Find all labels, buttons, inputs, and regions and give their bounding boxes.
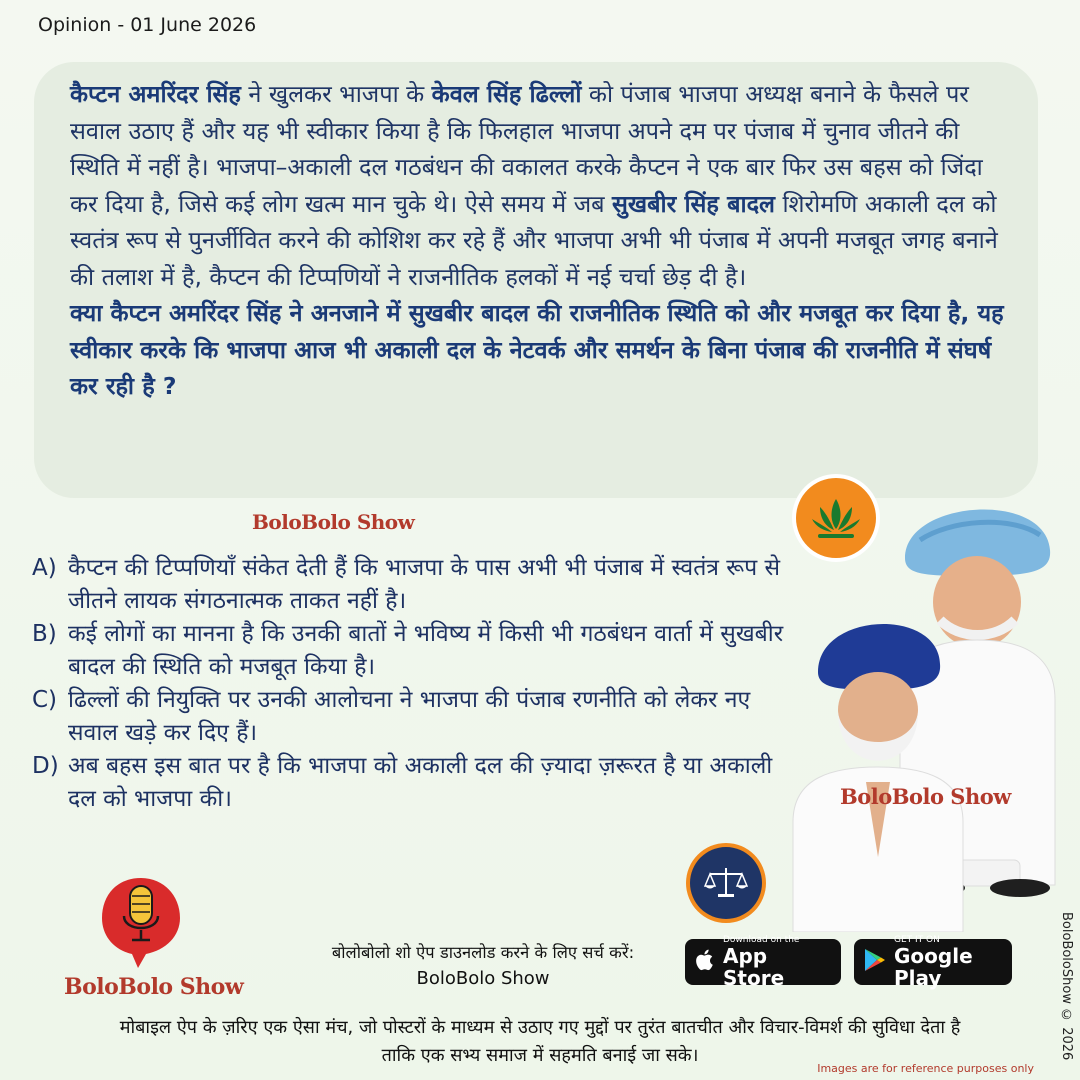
option-text: ढिल्लों की नियुक्ति पर उनकी आलोचना ने भाजपा की पंजाब रणनीति को लेकर नए सवाल खड़े कर दिए हैं।	[68, 687, 751, 746]
bjp-lotus-icon	[796, 478, 876, 558]
option-letter: B)	[32, 621, 57, 647]
google-play-button[interactable]	[854, 935, 1012, 990]
option-letter: A)	[32, 555, 57, 581]
person-name-captain: कैप्टन अमरिंदर सिंह	[70, 80, 241, 108]
option-b[interactable]	[32, 618, 792, 684]
person-name-sukhbir: सुखबीर सिंह बादल	[612, 189, 775, 218]
option-text: अब बहस इस बात पर है कि भाजपा को अकाली दल की ज़्यादा ज़रूरत है या अकाली दल को भाजपा की।	[68, 753, 773, 812]
question-text: क्या कैप्टन अमरिंदर सिंह ने अनजाने में सुखबीर बादल की राजनीतिक स्थिति को और मजबूत कर दिया है, यह स्वीकार करके कि भाजपा आज भी अकाली दल के नेटवर्क और समर्थन के बिना पंजाब की राजनीति में संघर्ष कर रही है ?	[70, 299, 1004, 400]
intro-card	[34, 62, 1038, 498]
google-play-small-label: GET IT ON	[894, 935, 940, 945]
bolobolo-logo-text: BoloBolo Show	[64, 974, 244, 1000]
opinion-date-label: Opinion - 01 June 2026	[38, 14, 257, 36]
watermark-text-overlay: BoloBolo Show	[840, 784, 1011, 809]
options-list	[32, 552, 792, 816]
download-promo-line: बोलोबोलो शो ऐप डाउनलोड करने के लिए सर्च करें:	[331, 943, 635, 962]
google-play-big-label: Google Play	[894, 944, 973, 990]
option-letter: C)	[32, 687, 58, 713]
apple-icon	[695, 948, 715, 976]
option-c[interactable]	[32, 684, 792, 750]
option-text: कैप्टन की टिप्पणियाँ संकेत देती हैं कि भाजपा के पास अभी भी पंजाब में स्वतंत्र रूप से जीतने लायक संगठनात्मक ताकत नहीं है।	[68, 555, 781, 614]
footer-line: मोबाइल ऐप के ज़रिए एक ऐसा मंच, जो पोस्टरों के माध्यम से उठाए गए मुद्दों पर तुरंत बातचीत और विचार-विमर्श की सुविधा देता है	[119, 1017, 961, 1038]
app-store-big-label: App Store	[723, 944, 785, 990]
person-name-dhillon: केवल सिंह ढिल्लों	[431, 80, 582, 108]
option-letter: D)	[32, 753, 59, 779]
option-text: कई लोगों का मानना है कि उनकी बातों ने भविष्य में किसी भी गठबंधन वार्ता में सुखबीर बादल की स्थिति को मजबूत किया है।	[68, 621, 784, 680]
download-promo	[298, 940, 668, 992]
copyright-side-text: BoloBoloShow © 2026	[1059, 912, 1074, 1061]
reference-note: Images are for reference purposes only	[817, 1062, 1034, 1075]
sukhbir-illustration	[778, 602, 978, 932]
app-store-small-label: Download on the	[723, 935, 800, 945]
scales-of-justice-icon	[690, 847, 762, 919]
google-play-icon	[864, 948, 886, 976]
option-d[interactable]	[32, 750, 792, 816]
option-a[interactable]	[32, 552, 792, 618]
search-term: BoloBolo Show	[416, 968, 550, 989]
footer-line: ताकि एक सभ्य समाज में सहमति बनाई जा सके।	[381, 1045, 699, 1066]
watermark-text: BoloBolo Show	[252, 510, 415, 534]
bolobolo-mic-logo-icon	[98, 872, 184, 972]
app-store-button[interactable]	[685, 935, 841, 990]
intro-paragraph: कैप्टन अमरिंदर सिंह ने खुलकर भाजपा के केवल सिंह ढिल्लों को पंजाब भाजपा अध्यक्ष बनाने के फैसले पर सवाल उठाए हैं और यह भी स्वीकार किया है कि फिलहाल भाजपा अपने दम पर पंजाब में चुनाव जीतने की स्थिति में नहीं है। भाजपा–अकाली दल गठबंधन की वकालत करके कैप्टन ने एक बार फिर उस बहस को जिंदा कर दिया है, जिसे कई लोग खत्म मान चुके थे। ऐसे समय में जब सुखबीर सिंह बादल शिरोमणि अकाली दल को स्वतंत्र रूप से पुनर्जीवित करने की कोशिश कर रहे हैं और भाजपा अभी भी पंजाब में अपनी मजबूत जगह बनाने की तलाश में है, कैप्टन की टिप्पणियों ने राजनीतिक हलकों में नई चर्चा छेड़ दी है।	[70, 80, 998, 291]
